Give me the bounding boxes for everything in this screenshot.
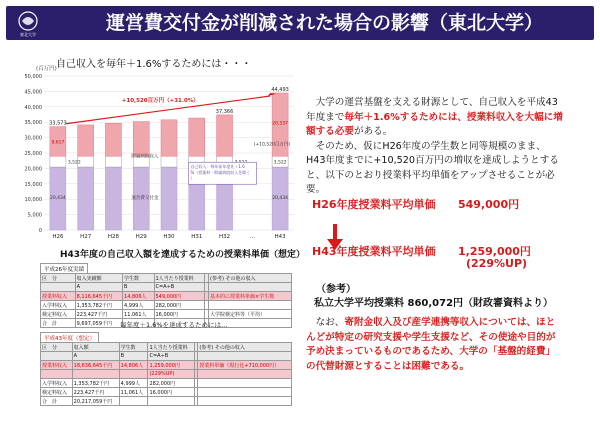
bar-segment: [105, 167, 121, 230]
logo-caption: 東北大学: [20, 32, 36, 37]
bar-segment: [50, 156, 66, 167]
table-header-row: [41, 343, 292, 352]
table-header-cell: (参考) その他の収入: [198, 343, 292, 352]
table-header-cell: 学生数: [119, 343, 148, 352]
table-cell: 授業料収入: [41, 292, 76, 301]
tuition-h43-label: H43年度授業料平均単価: [312, 245, 436, 258]
table-row: [41, 301, 292, 310]
table-row: [41, 397, 292, 406]
table-cell: [41, 370, 73, 379]
tuition-h26-label: H26年度授業料平均単価: [312, 198, 436, 211]
table-cell: 入学料収入: [41, 301, 76, 310]
table-header-row: [41, 274, 292, 283]
right-annotation: (+10,520百万円): [253, 142, 291, 148]
bar-segment: [161, 167, 177, 230]
y-tick-label: 20,000: [24, 166, 42, 173]
paragraph-2: [306, 316, 564, 374]
x-tick-label: H31: [191, 234, 203, 240]
table-cell: [119, 370, 148, 379]
table-cell: [198, 379, 292, 388]
callout-text: 自己収入：毎年前年度比＋1.6: [190, 164, 245, 170]
para1-highlight: 毎年＋1.6%するためには、授業料収入を大幅に増額する必要: [306, 111, 563, 137]
bar-segment: [189, 118, 205, 156]
table-row: [41, 388, 292, 397]
table-cell: 14,806人: [119, 361, 148, 370]
para1-text-c: がある。: [353, 126, 393, 137]
x-tick-label: H26: [52, 234, 64, 240]
tuition-h43-value: 1,259,000円: [458, 245, 531, 258]
table-cell: 282,000円: [154, 301, 205, 310]
para2-text-a: なお、: [306, 317, 345, 328]
bar-value-label: 3,522: [273, 160, 287, 166]
table-header-cell: 1人当たり授業料: [148, 343, 195, 352]
table-row: [41, 370, 292, 379]
y-tick-label: 40,000: [24, 104, 42, 111]
total-label: 33,573: [49, 120, 67, 127]
table-cell: [209, 301, 292, 310]
mid-note: 毎年度＋1.6%を達成するためには…: [120, 321, 228, 329]
table-cell: 合 計: [41, 397, 73, 406]
table-cell: 入学料収入: [41, 379, 73, 388]
table-cell: 282,000円: [148, 379, 195, 388]
y-tick-label: 50,000: [24, 74, 42, 80]
table-cell: 授業料収入: [41, 361, 73, 370]
x-tick-label: H28: [107, 234, 120, 240]
table-cell: 4,999人: [123, 301, 154, 310]
table-row: [41, 361, 292, 370]
table-cell: [198, 397, 292, 406]
table-cell: 検定料収入: [41, 388, 73, 397]
y-tick-label: 5,000: [27, 212, 42, 219]
callout-text: %（授業料・附属病院収入を除く: [190, 170, 251, 176]
table-cell: 1,353,782千円: [75, 301, 122, 310]
table-cell: 223,427千円: [72, 388, 119, 397]
table-row: [41, 310, 292, 319]
y-tick-label: 0: [38, 228, 42, 234]
table-header-cell: [41, 352, 73, 361]
table-header-cell: [209, 283, 292, 292]
bar-segment: [78, 167, 94, 230]
reference-label: （参考）: [316, 284, 356, 295]
table-title: H43年度の自己収入額を達成するための授業料単価（想定）: [60, 250, 306, 260]
para1-text-d: そのため、仮にH26年度の学生数と同等規模のまま、H43年度までに+10,520百万円の増収を達成しようとすると、以下のとおり授業料平均単価をアップさせることが必要。: [306, 140, 559, 195]
table-header-cell: 区 分: [41, 274, 76, 283]
table-cell: 14,806人: [123, 292, 154, 301]
table-cell: 4,999人: [119, 379, 148, 388]
y-tick-label: 25,000: [24, 151, 42, 157]
table-cell: 11,061人: [119, 388, 148, 397]
bar-value-label: 20,537: [272, 121, 288, 127]
table-cell: [198, 388, 292, 397]
table-header-cell: C=A÷B: [154, 283, 205, 292]
table2-section-label: 平成43年度（想定）: [40, 332, 99, 344]
table-header-cell: 収入実績額: [75, 274, 122, 283]
table-cell: 18,636,645千円: [72, 361, 119, 370]
table-cell: 授業料単価（現行比+710,000円）: [198, 361, 292, 370]
bar-value-label: 20,434: [50, 196, 66, 202]
table-header-row: [41, 283, 292, 292]
para1-text-a: 大学の運営基盤を支える財源として、自己収入を平成43年度まで: [306, 97, 558, 123]
table-cell: 1,353,782千円: [72, 379, 119, 388]
table-cell: 合 計: [41, 319, 76, 328]
y-tick-label: 10,000: [24, 197, 42, 204]
callout-text: ）: [190, 176, 195, 182]
table-cell: [198, 370, 292, 379]
table-header-row: [41, 352, 292, 361]
x-tick-label: H32: [218, 234, 231, 240]
y-tick-label: 30,000: [24, 135, 42, 142]
y-tick-label: 45,000: [24, 89, 42, 96]
table-header-cell: A: [75, 283, 122, 292]
table-row: [41, 292, 292, 301]
hospital-label: 附属病院収入: [131, 154, 159, 160]
tuition-h43-percent: (229%UP): [466, 257, 528, 270]
total-label: 37,366: [215, 108, 234, 115]
bar-segment: [105, 123, 121, 156]
table-cell: [148, 397, 195, 406]
table-cell: 8,116,645千円: [75, 292, 122, 301]
table-cell: 20,217,059千円: [72, 397, 119, 406]
y-axis-label: (百万円): [36, 66, 57, 72]
grant-label: 運営費交付金: [131, 196, 159, 202]
paragraph-1: [306, 96, 564, 198]
table-header-cell: [198, 352, 292, 361]
y-tick-label: 35,000: [24, 120, 42, 127]
table-cell: 223,427千円: [75, 310, 122, 319]
table-cell: 基本的に授業料単価×学生数: [209, 292, 292, 301]
table-header-cell: A: [72, 352, 119, 361]
bar-segment: [105, 156, 121, 167]
table-header-cell: 1人当たり授業料: [154, 274, 205, 283]
chart-heading: 自己収入を毎年＋1.6%するためには・・・: [56, 59, 252, 70]
table-cell: 16,000円: [148, 388, 195, 397]
table-header-cell: 収入額: [72, 343, 119, 352]
table-header-cell: (参考) その他の収入: [209, 274, 292, 283]
para2-highlight: 寄附金収入及び産学連携等収入については、ほとんどが特定の研究支援や学生支援など、その使途や目的が予め決まっているものであるため、大学の「基盤的経費」の代替財源とすることは困難である。: [306, 317, 556, 372]
table-header-cell: 学生数: [123, 274, 154, 283]
reference-private-tuition: 私立大学平均授業料 860,072円（財政審資料より）: [314, 298, 554, 309]
table-cell: 大学院検定料等（平均）: [209, 310, 292, 319]
table-cell: [119, 397, 148, 406]
bar-value-label: 20,434: [272, 196, 288, 202]
tuition-h26-value: 549,000円: [458, 198, 520, 211]
x-tick-label: H43: [274, 234, 286, 240]
table-cell: 549,000円: [154, 292, 205, 301]
bar-value-label: 3,522: [67, 160, 81, 166]
table-cell: 9,697,059千円: [75, 319, 122, 328]
bar-value-label: 9,617: [51, 140, 65, 146]
page-title: 運営費交付金が削減された場合の影響（東北大学）: [106, 12, 544, 34]
income-chart: [10, 62, 300, 242]
table-cell: [72, 370, 119, 379]
y-tick-label: 15,000: [24, 181, 42, 188]
bar-segment: [161, 120, 177, 156]
bar-segment: [161, 156, 177, 167]
university-logo: [14, 9, 42, 37]
table-header-cell: B: [123, 283, 154, 292]
table-header-cell: 区 分: [41, 343, 73, 352]
table1-section-label: 平成26年度実績: [40, 263, 88, 275]
table-header-cell: C=A÷B: [148, 352, 195, 361]
bar-segment: [133, 122, 149, 157]
table-cell: 検定料収入: [41, 310, 76, 319]
table-row: [41, 379, 292, 388]
table-fy43-projection: [40, 342, 292, 406]
table-cell: 11,061人: [123, 310, 154, 319]
table-cell: (229%UP): [148, 370, 195, 379]
growth-annotation: +10,520百万円（+31.0%）: [121, 98, 199, 105]
bar-segment: [78, 125, 94, 156]
axis-ellipsis: …: [249, 234, 256, 240]
total-label: 44,493: [271, 86, 289, 93]
x-tick-label: H29: [135, 234, 147, 240]
bar-segment: [217, 115, 233, 156]
x-tick-label: H30: [163, 234, 175, 240]
table-cell: 16,000円: [154, 310, 205, 319]
title-bar: [6, 6, 594, 40]
table-header-cell: B: [119, 352, 148, 361]
x-tick-label: H27: [80, 234, 92, 240]
table-header-cell: [41, 283, 76, 292]
table-cell: 1,259,000円: [148, 361, 195, 370]
